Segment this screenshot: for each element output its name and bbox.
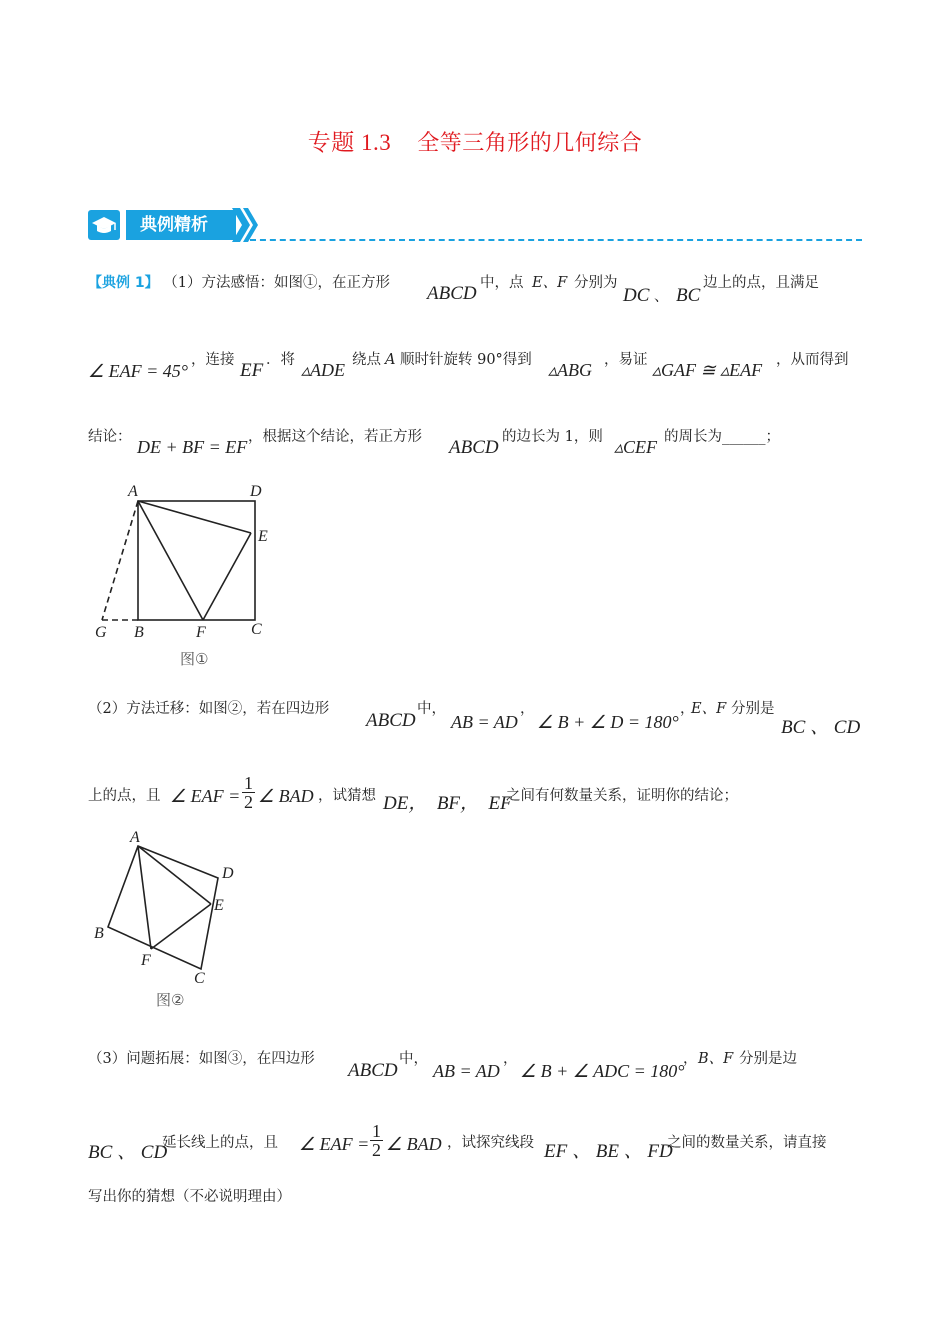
label-f: F bbox=[196, 624, 206, 641]
q1-line1: 【典例 1】 （1）方法感悟：如图①，在正方形 bbox=[88, 275, 390, 291]
title-number: 专题 1.3 bbox=[307, 130, 392, 155]
label-b: B bbox=[134, 624, 144, 641]
segment-af bbox=[138, 501, 203, 620]
label-a: A bbox=[128, 483, 138, 500]
segment-af bbox=[138, 846, 151, 949]
fraction-one-half: $\frac{1}{2}$ bbox=[244, 773, 253, 812]
segment-ae bbox=[138, 501, 251, 533]
page-title bbox=[0, 124, 950, 157]
label-g: G bbox=[95, 624, 107, 641]
chevron-right-icon bbox=[243, 208, 263, 242]
section-banner: 典例精析 bbox=[126, 210, 236, 240]
example-label: 【典例 1】 bbox=[88, 275, 159, 291]
label-e: E bbox=[258, 528, 268, 545]
label-d: D bbox=[250, 483, 262, 500]
segment-fe bbox=[151, 904, 211, 949]
segment-ag-dashed bbox=[102, 501, 138, 620]
label-e: E bbox=[214, 897, 224, 914]
segment-fe bbox=[203, 533, 251, 620]
label-f: F bbox=[141, 952, 151, 969]
title-text: 全等三角形的几何综合 bbox=[417, 131, 643, 156]
label-d: D bbox=[222, 865, 234, 882]
square-abcd bbox=[138, 501, 255, 620]
label-b: B bbox=[94, 925, 104, 942]
label-c: C bbox=[251, 621, 262, 638]
label-a: A bbox=[130, 829, 140, 846]
figure-2-caption: 图② bbox=[156, 991, 185, 1009]
figure-2 bbox=[88, 826, 248, 991]
quadrilateral-abcd bbox=[108, 846, 218, 969]
graduation-cap-icon bbox=[88, 210, 120, 240]
figure-1-caption: 图① bbox=[180, 650, 209, 668]
fraction-one-half: $\frac{1}{2}$ bbox=[372, 1121, 381, 1160]
segment-ae bbox=[138, 846, 211, 904]
figure-1 bbox=[88, 478, 288, 673]
label-c: C bbox=[194, 970, 205, 987]
section-divider bbox=[250, 239, 862, 241]
